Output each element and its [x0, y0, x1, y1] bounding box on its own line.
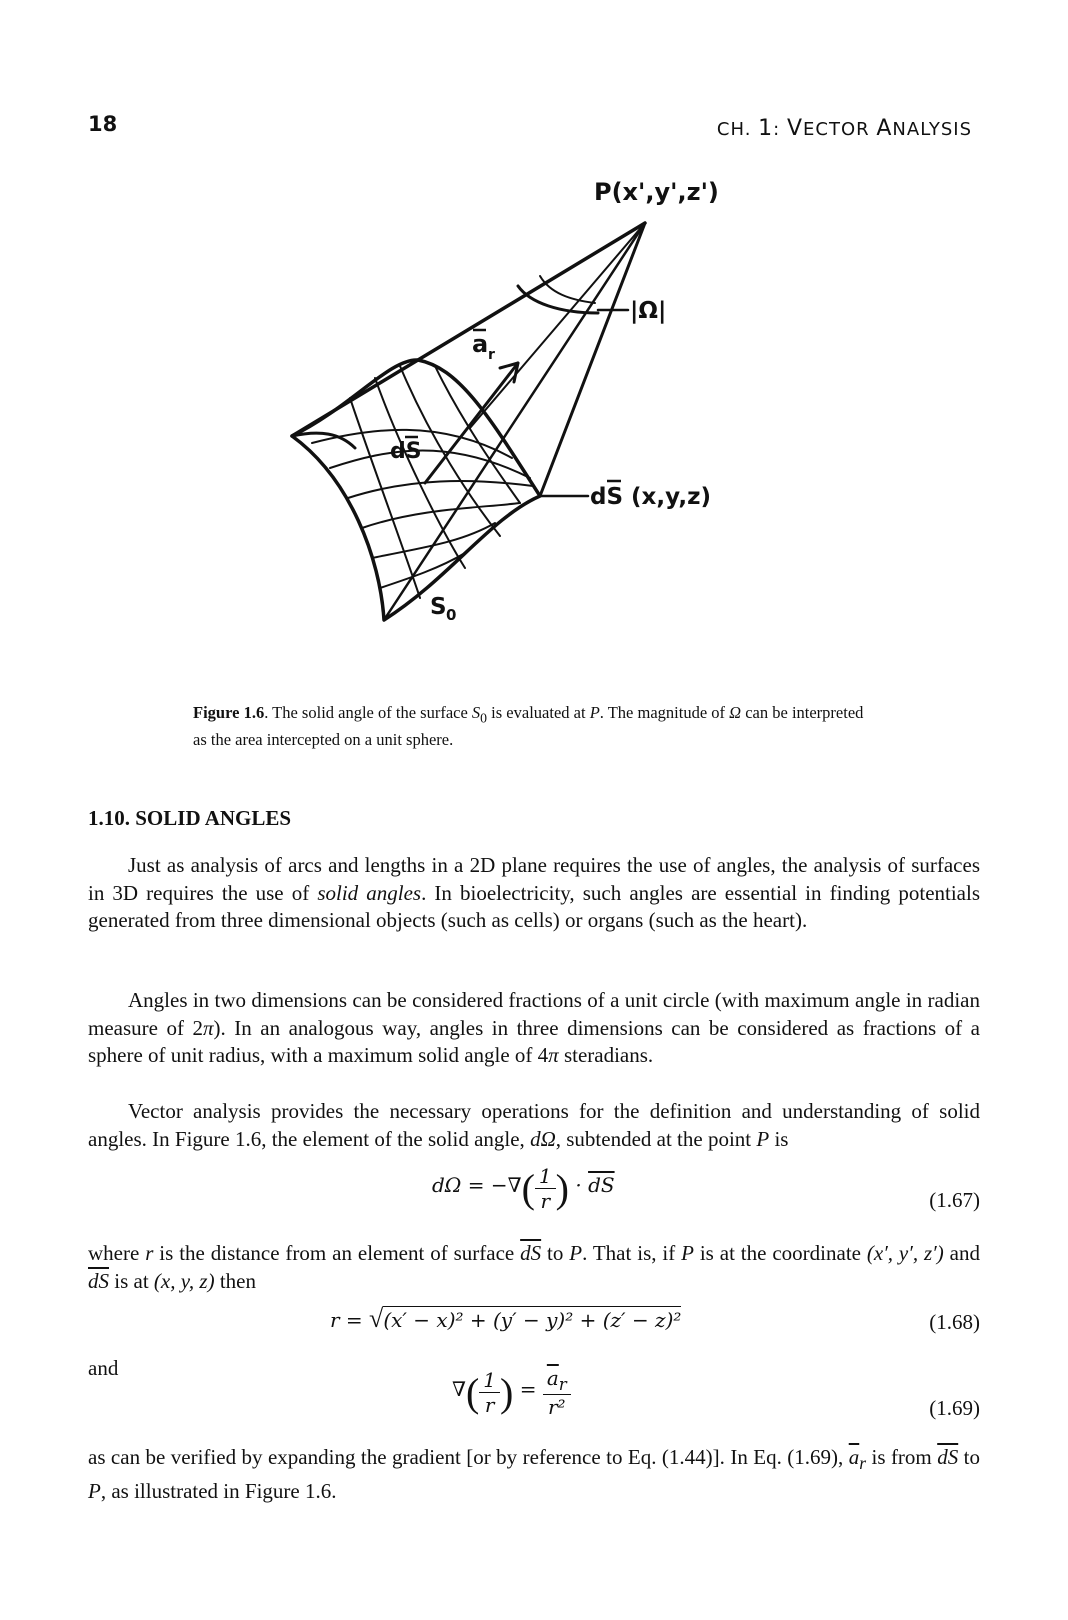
caption-text: . The solid angle of the surface [264, 703, 472, 722]
para-text: is the distance from an element of surface [153, 1241, 521, 1265]
caption-label: Figure 1.6 [193, 703, 265, 722]
para-text: Vector analysis provides the necessary operations for the definition and understanding of solid angles. In Figure 1.6, the element of the solid angle, [88, 1099, 980, 1151]
omega-arc-outer [518, 286, 598, 313]
para-text: , subtended at the point [555, 1126, 757, 1151]
chapter-prefix: CH. [716, 119, 759, 140]
para-text: as can be verified by expanding the gradient [or by reference to Eq. (1.44)]. In Eq. (1.69), [88, 1445, 849, 1469]
figure-caption [193, 702, 873, 751]
equation-1-67 [432, 1164, 615, 1213]
caption-text: is evaluated at [487, 703, 590, 722]
coordinate: (x, y, z) [153, 1268, 215, 1293]
eq-rhs: $\overline{dS}$ [588, 1173, 615, 1198]
paragraph-5 [88, 1444, 980, 1505]
eq-fraction [479, 1368, 500, 1417]
para-italic: solid angles [317, 880, 422, 905]
eq-denominator: r [540, 1189, 551, 1213]
p-symbol: P [756, 1126, 770, 1151]
label-ar: a [472, 330, 489, 358]
ar-sub: r [558, 1375, 567, 1394]
page-number: 18 [88, 112, 118, 136]
eq-equals: = [513, 1377, 543, 1402]
cone-edge-inner [384, 223, 645, 620]
ar-arrow [425, 363, 518, 483]
para-text: to [958, 1445, 980, 1469]
p-symbol: P [88, 1478, 101, 1503]
eq-denominator: r [484, 1393, 495, 1417]
ds-symbol: $\overline{dS}$ [88, 1268, 109, 1293]
eq-numerator [543, 1366, 571, 1395]
equation-number: (1.69) [929, 1396, 980, 1420]
para-text: steradians. [558, 1043, 654, 1067]
label-omega: |Ω| [630, 298, 667, 324]
para-text: to [541, 1241, 570, 1265]
label-s0: S [430, 594, 447, 620]
para-text: is at the coordinate [693, 1241, 867, 1265]
para-text: . In bioelectricity, such angles are essential in finding potentials generated from three dimensional objects (such as cells) or organs (such as the heart). [88, 880, 981, 932]
paragraph-2 [88, 987, 980, 1070]
para-text: is at [109, 1268, 154, 1293]
equation-number: (1.68) [929, 1310, 980, 1334]
para-text: then [214, 1268, 256, 1293]
para-text: where [88, 1241, 146, 1265]
domega-symbol: dΩ [530, 1126, 556, 1151]
section-title: 1.10. SOLID ANGLES [88, 806, 292, 830]
sqrt-sign: √ [369, 1304, 384, 1333]
chapter-number: 1 [758, 116, 774, 141]
para-text: and [943, 1241, 980, 1265]
caption-omega: Ω [729, 703, 742, 722]
mesh-line [350, 398, 420, 598]
para-text: Angles in two dimensions can be considered fractions of a unit circle (with maximum angle in radian measure of 2 [88, 988, 980, 1040]
ar-sub: r [859, 1453, 867, 1474]
ar-symbol: $\overline{a}$ [546, 1366, 559, 1390]
eq-numerator: 1 [479, 1368, 500, 1393]
para-text: is from [866, 1445, 938, 1469]
eq-numerator: 1 [535, 1164, 556, 1189]
ds-symbol: $\overline{dS}$ [937, 1445, 959, 1469]
label-ar-sub: r [488, 347, 495, 363]
caption-text: can be interpreted as the area intercepted on a unit sphere. [193, 703, 864, 750]
chapter-title-rest-2: NALYSIS [892, 119, 972, 140]
mesh-line [375, 378, 465, 568]
paragraph-4 [88, 1240, 980, 1295]
caption-p: P [589, 703, 600, 722]
eq-lhs: r = [330, 1308, 370, 1332]
cone-edge-mid [470, 223, 645, 428]
p-symbol: P [569, 1241, 583, 1265]
p-symbol: P [681, 1241, 694, 1265]
label-ds-right: dS (x,y,z) [590, 484, 711, 510]
chapter-title-rest-1: ECTOR [803, 119, 877, 140]
paragraph-3 [88, 1098, 980, 1153]
equation-number: (1.67) [929, 1188, 980, 1212]
eq-fraction [535, 1164, 556, 1213]
mesh-line [380, 553, 465, 588]
caption-s0: S [471, 703, 481, 722]
figure-solid-angle [250, 158, 770, 658]
para-text: , as illustrated in Figure 1.6. [100, 1478, 337, 1503]
paren-left: ( [521, 1166, 535, 1211]
para-text: Just as analysis of arcs and lengths in a 2D plane requires the use of angles, the analysis of surfaces in 3D requires the use of [88, 853, 980, 905]
chapter-title-initial-2: A [876, 116, 893, 141]
label-ds-inner: dS [390, 439, 422, 464]
eq-nabla: ∇ [452, 1377, 466, 1402]
eq-denominator: r² [548, 1395, 566, 1419]
caption-s0-sub: 0 [480, 710, 488, 726]
coordinate-prime: (x′, y′, z′) [866, 1241, 944, 1265]
chapter-colon: : [773, 119, 787, 140]
eq-lhs: dΩ = −∇ [432, 1173, 522, 1198]
surface-boundary [292, 360, 540, 620]
eq-radicand: (x′ − x)² + (y′ − y)² + (z′ − z)² [383, 1308, 682, 1332]
para-text: ). In an analogous way, angles in three dimensions can be considered as fractions of a sphere of unit radius, with a maximum solid angle of 4 [88, 1015, 980, 1067]
para-text: is [769, 1126, 789, 1151]
eq-dot: · [568, 1173, 589, 1198]
label-s0-sub: 0 [446, 606, 457, 624]
equation-1-69 [452, 1366, 571, 1419]
pi-symbol: π [548, 1043, 559, 1067]
pi-symbol: π [202, 1015, 214, 1040]
equation-1-68 [330, 1304, 681, 1334]
label-point-p: P(x',y',z') [594, 178, 719, 206]
paren-right: ) [555, 1166, 569, 1211]
caption-text: . The magnitude of [599, 703, 730, 722]
connector-word: and [88, 1356, 119, 1380]
chapter-title-initial-1: V [786, 116, 804, 141]
ds-symbol: $\overline{dS}$ [520, 1241, 542, 1265]
running-header [717, 116, 972, 141]
para-text: . That is, if [582, 1241, 682, 1265]
r-symbol: r [145, 1241, 154, 1265]
paragraph-1 [88, 852, 980, 935]
paren-right: ) [500, 1370, 514, 1415]
ar-symbol: $\overline{a}$ [848, 1445, 860, 1469]
paren-left: ( [465, 1370, 480, 1415]
eq-fraction-rhs [543, 1366, 571, 1419]
